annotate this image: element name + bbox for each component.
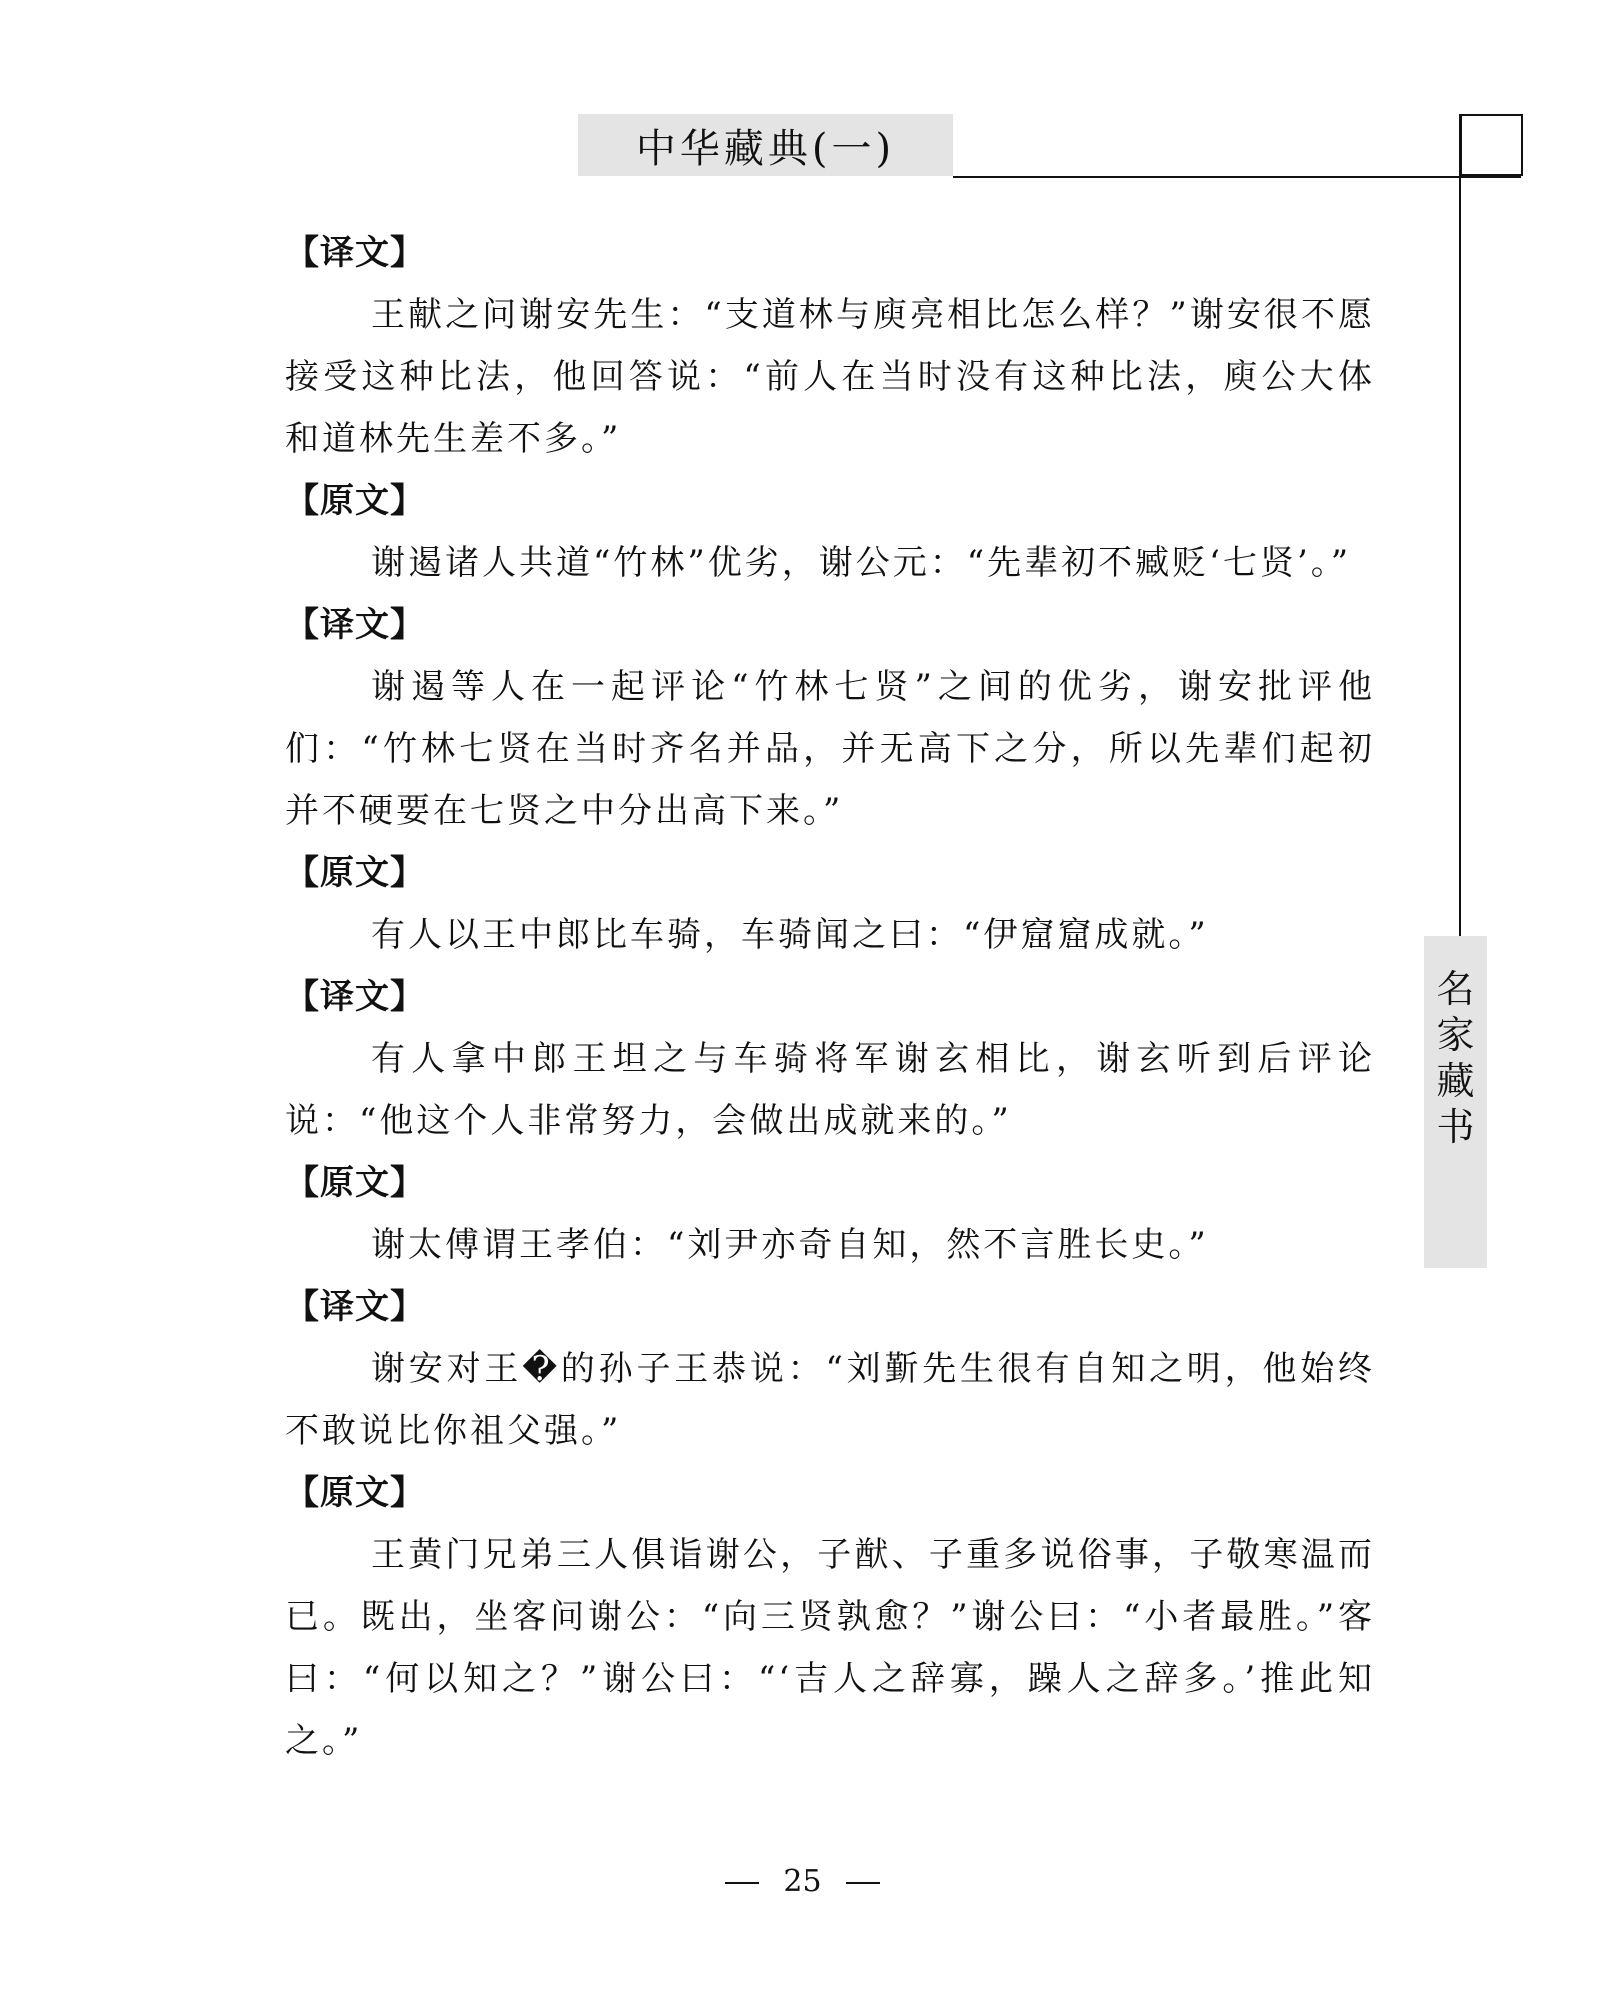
- side-tab-char: 家: [1436, 1013, 1475, 1057]
- section-paragraph: 谢太傅谓王孝伯：“刘尹亦奇自知，然不言胜长史。”: [371, 1225, 1209, 1265]
- section-heading-original: 【原文】: [285, 481, 425, 521]
- page-number-dash-right: [846, 1882, 880, 1884]
- section-paragraph: 谢遏诸人共道“竹林”优劣，谢公元：“先辈初不臧贬‘七贤’。”: [371, 543, 1352, 583]
- side-tab-char: 书: [1436, 1105, 1475, 1149]
- corner-box: [1460, 114, 1523, 176]
- margin-vertical-rule: [1459, 114, 1461, 936]
- side-tab-char: 藏: [1436, 1059, 1475, 1103]
- section-heading-translation: 【译文】: [285, 1287, 425, 1327]
- section-heading-original: 【原文】: [285, 1163, 425, 1203]
- section-heading-translation: 【译文】: [285, 605, 425, 645]
- side-tab: [1424, 936, 1487, 1268]
- section-paragraph: 谢遏等人在一起评论“竹林七贤”之间的优劣，谢安批评他们：“竹林七贤在当时齐名并品，并无高下之分，所以先辈们起初并不硬要在七贤之中分出高下来。”: [285, 667, 1375, 831]
- section-paragraph: 有人拿中郎王坦之与车骑将军谢玄相比，谢玄听到后评论说：“他这个人非常努力，会做出成就来的。”: [285, 1039, 1375, 1141]
- section-paragraph: 有人以王中郎比车骑，车骑闻之曰：“伊窟窟成就。”: [371, 915, 1209, 955]
- section-heading-translation: 【译文】: [285, 233, 425, 273]
- page-content: [285, 222, 1375, 1772]
- book-title: 中华藏典(一): [635, 125, 896, 172]
- section-heading-original: 【原文】: [285, 853, 425, 893]
- header-rule: [953, 176, 1521, 178]
- section-heading-translation: 【译文】: [285, 977, 425, 1017]
- header-title-box: [578, 114, 953, 176]
- side-tab-text: [1424, 966, 1487, 1150]
- section-paragraph: 谢安对王�的孙子王恭说：“刘斳先生很有自知之明，他始终不敢说比你祖父强。”: [285, 1349, 1375, 1451]
- section-paragraph: 王献之问谢安先生：“支道林与庾亮相比怎么样？”谢安很不愿接受这种比法，他回答说：“前人在当时没有这种比法，庾公大体和道林先生差不多。”: [285, 295, 1375, 459]
- page-number: [0, 1862, 1605, 1902]
- section-heading-original: 【原文】: [285, 1473, 425, 1513]
- section-paragraph: 王黄门兄弟三人俱诣谢公，子猷、子重多说俗事，子敬寒温而已。既出，坐客问谢公：“向三贤孰愈？”谢公曰：“小者最胜。”客曰：“何以知之？”谢公曰：“‘吉人之辞寡，躁人之辞多。’推此知之。”: [285, 1535, 1375, 1761]
- side-tab-char: 名: [1436, 967, 1475, 1011]
- page-number-value: 25: [783, 1864, 822, 1899]
- page-number-dash-left: [725, 1882, 759, 1884]
